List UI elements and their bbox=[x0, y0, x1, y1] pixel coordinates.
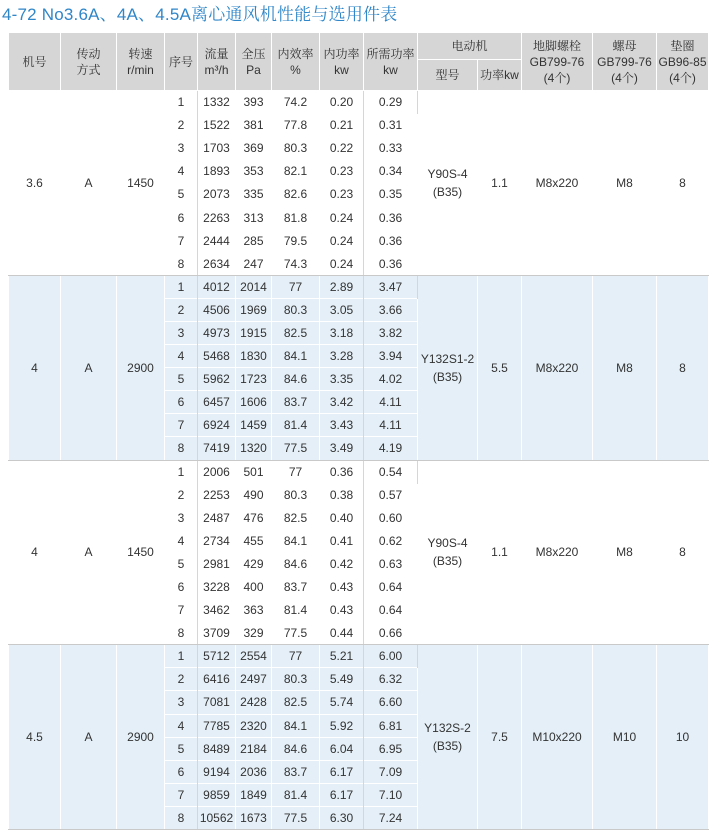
seq-cell: 3 bbox=[165, 691, 198, 714]
efficiency-cell: 84.1 bbox=[272, 345, 320, 368]
flow-cell: 7081 bbox=[198, 691, 236, 714]
header-washer-std: GB96-85 bbox=[658, 54, 707, 69]
fan-spec-table bbox=[8, 32, 709, 830]
inner-power-cell: 0.20 bbox=[320, 91, 364, 114]
inner-power-cell: 6.30 bbox=[320, 806, 364, 829]
seq-cell: 4 bbox=[165, 529, 198, 552]
motor-mount: (B35) bbox=[432, 369, 463, 384]
pressure-cell: 1915 bbox=[236, 321, 272, 344]
efficiency-cell: 84.6 bbox=[272, 368, 320, 391]
flow-cell: 4506 bbox=[198, 298, 236, 321]
flow-cell: 4973 bbox=[198, 321, 236, 344]
efficiency-cell: 77 bbox=[272, 460, 320, 483]
inner-power-cell: 0.38 bbox=[320, 483, 364, 506]
drive-cell: A bbox=[61, 91, 117, 276]
pressure-cell: 501 bbox=[236, 460, 272, 483]
nut-cell: M8 bbox=[593, 91, 657, 276]
fan-group bbox=[9, 275, 709, 460]
inner-power-cell: 0.41 bbox=[320, 529, 364, 552]
motor-model-cell bbox=[418, 275, 478, 460]
inner-power-cell: 2.89 bbox=[320, 275, 364, 298]
flow-cell: 7419 bbox=[198, 437, 236, 460]
header-drive-label: 传动方式 bbox=[76, 46, 101, 77]
pressure-cell: 400 bbox=[236, 575, 272, 598]
efficiency-cell: 82.5 bbox=[272, 691, 320, 714]
header-inner-power bbox=[320, 33, 364, 91]
header-efficiency-label: 内效率 bbox=[277, 46, 314, 61]
header-nut bbox=[593, 33, 657, 91]
required-power-cell: 0.36 bbox=[364, 206, 418, 229]
efficiency-cell: 77.5 bbox=[272, 437, 320, 460]
bolt-cell: M10x220 bbox=[522, 645, 593, 830]
required-power-cell: 4.02 bbox=[364, 368, 418, 391]
nut-cell: M8 bbox=[593, 460, 657, 645]
efficiency-cell: 77.5 bbox=[272, 806, 320, 829]
pressure-cell: 2184 bbox=[236, 737, 272, 760]
efficiency-cell: 83.7 bbox=[272, 575, 320, 598]
bolt-cell: M8x220 bbox=[522, 91, 593, 276]
header-nut-std: GB799-76 bbox=[597, 54, 652, 69]
efficiency-cell: 74.3 bbox=[272, 252, 320, 275]
inner-power-cell: 0.23 bbox=[320, 183, 364, 206]
flow-cell: 9859 bbox=[198, 783, 236, 806]
pressure-cell: 476 bbox=[236, 506, 272, 529]
pressure-cell: 1830 bbox=[236, 345, 272, 368]
required-power-cell: 0.36 bbox=[364, 252, 418, 275]
seq-cell: 6 bbox=[165, 206, 198, 229]
seq-cell: 2 bbox=[165, 668, 198, 691]
inner-power-cell: 3.28 bbox=[320, 345, 364, 368]
header-motor: 电动机 bbox=[418, 33, 522, 60]
flow-cell: 1332 bbox=[198, 91, 236, 114]
flow-cell: 4012 bbox=[198, 275, 236, 298]
efficiency-cell: 80.3 bbox=[272, 298, 320, 321]
motor-mount: (B35) bbox=[432, 554, 463, 569]
drive-cell: A bbox=[61, 460, 117, 645]
header-required-power bbox=[364, 33, 418, 91]
pressure-cell: 313 bbox=[236, 206, 272, 229]
motor-model: Y90S-4 bbox=[427, 536, 468, 551]
required-power-cell: 3.94 bbox=[364, 345, 418, 368]
pressure-cell: 329 bbox=[236, 622, 272, 645]
seq-cell: 5 bbox=[165, 552, 198, 575]
pressure-cell: 285 bbox=[236, 229, 272, 252]
efficiency-cell: 79.5 bbox=[272, 229, 320, 252]
header-drive bbox=[61, 33, 117, 91]
seq-cell: 6 bbox=[165, 760, 198, 783]
pressure-cell: 2320 bbox=[236, 714, 272, 737]
efficiency-cell: 83.7 bbox=[272, 760, 320, 783]
pressure-cell: 2428 bbox=[236, 691, 272, 714]
washer-cell: 8 bbox=[657, 460, 709, 645]
header-nut-label: 螺母 bbox=[612, 38, 637, 53]
flow-cell: 10562 bbox=[198, 806, 236, 829]
header-seq: 序号 bbox=[165, 33, 198, 91]
efficiency-cell: 82.5 bbox=[272, 321, 320, 344]
required-power-cell: 3.82 bbox=[364, 321, 418, 344]
nut-cell: M8 bbox=[593, 275, 657, 460]
required-power-cell: 4.19 bbox=[364, 437, 418, 460]
drive-cell: A bbox=[61, 275, 117, 460]
flow-cell: 3709 bbox=[198, 622, 236, 645]
seq-cell: 3 bbox=[165, 137, 198, 160]
bolt-cell: M8x220 bbox=[522, 275, 593, 460]
required-power-cell: 0.63 bbox=[364, 552, 418, 575]
inner-power-cell: 5.74 bbox=[320, 691, 364, 714]
seq-cell: 4 bbox=[165, 714, 198, 737]
inner-power-cell: 3.43 bbox=[320, 414, 364, 437]
flow-cell: 6416 bbox=[198, 668, 236, 691]
pressure-cell: 353 bbox=[236, 160, 272, 183]
motor-power-cell: 1.1 bbox=[478, 460, 522, 645]
inner-power-cell: 0.43 bbox=[320, 599, 364, 622]
efficiency-cell: 77.8 bbox=[272, 114, 320, 137]
header-pressure-unit: Pa bbox=[246, 62, 261, 77]
pressure-cell: 1320 bbox=[236, 437, 272, 460]
efficiency-cell: 81.4 bbox=[272, 414, 320, 437]
pressure-cell: 455 bbox=[236, 529, 272, 552]
inner-power-cell: 3.18 bbox=[320, 321, 364, 344]
motor-power-cell: 7.5 bbox=[478, 645, 522, 830]
seq-cell: 7 bbox=[165, 229, 198, 252]
fan-group bbox=[9, 460, 709, 645]
pressure-cell: 1673 bbox=[236, 806, 272, 829]
header-machine-no: 机号 bbox=[9, 33, 61, 91]
required-power-cell: 6.95 bbox=[364, 737, 418, 760]
seq-cell: 2 bbox=[165, 114, 198, 137]
header-flow-unit: m³/h bbox=[204, 62, 229, 77]
bolt-cell: M8x220 bbox=[522, 460, 593, 645]
pressure-cell: 1849 bbox=[236, 783, 272, 806]
motor-power-cell: 5.5 bbox=[478, 275, 522, 460]
inner-power-cell: 3.35 bbox=[320, 368, 364, 391]
required-power-cell: 0.34 bbox=[364, 160, 418, 183]
inner-power-cell: 3.42 bbox=[320, 391, 364, 414]
efficiency-cell: 84.6 bbox=[272, 552, 320, 575]
seq-cell: 1 bbox=[165, 460, 198, 483]
header-inner-power-label: 内功率 bbox=[323, 46, 360, 61]
motor-model-cell bbox=[418, 91, 478, 276]
motor-mount: (B35) bbox=[432, 184, 463, 199]
pressure-cell: 369 bbox=[236, 137, 272, 160]
flow-cell: 6924 bbox=[198, 414, 236, 437]
required-power-cell: 7.09 bbox=[364, 760, 418, 783]
efficiency-cell: 80.3 bbox=[272, 668, 320, 691]
efficiency-cell: 82.6 bbox=[272, 183, 320, 206]
efficiency-cell: 83.7 bbox=[272, 391, 320, 414]
efficiency-cell: 77 bbox=[272, 275, 320, 298]
seq-cell: 3 bbox=[165, 321, 198, 344]
header-speed-unit: r/min bbox=[127, 62, 154, 77]
washer-cell: 8 bbox=[657, 275, 709, 460]
seq-cell: 3 bbox=[165, 506, 198, 529]
required-power-cell: 6.60 bbox=[364, 691, 418, 714]
header-required-power-unit: kw bbox=[383, 62, 398, 77]
header-flow bbox=[198, 33, 236, 91]
motor-model-cell bbox=[418, 645, 478, 830]
efficiency-cell: 80.3 bbox=[272, 137, 320, 160]
seq-cell: 6 bbox=[165, 391, 198, 414]
flow-cell: 2006 bbox=[198, 460, 236, 483]
pressure-cell: 1969 bbox=[236, 298, 272, 321]
header-pressure bbox=[236, 33, 272, 91]
pressure-cell: 2036 bbox=[236, 760, 272, 783]
inner-power-cell: 5.21 bbox=[320, 645, 364, 668]
machine-no-cell: 3.6 bbox=[9, 91, 61, 276]
required-power-cell: 3.66 bbox=[364, 298, 418, 321]
motor-mount: (B35) bbox=[432, 739, 463, 754]
efficiency-cell: 80.3 bbox=[272, 483, 320, 506]
drive-cell: A bbox=[61, 645, 117, 830]
required-power-cell: 0.36 bbox=[364, 229, 418, 252]
fan-group bbox=[9, 91, 709, 276]
seq-cell: 8 bbox=[165, 806, 198, 829]
header-speed-label: 转速 bbox=[128, 46, 153, 61]
speed-cell: 1450 bbox=[117, 91, 165, 276]
required-power-cell: 4.11 bbox=[364, 414, 418, 437]
pressure-cell: 2554 bbox=[236, 645, 272, 668]
efficiency-cell: 81.4 bbox=[272, 599, 320, 622]
page-title: 4-72 No3.6A、4A、4.5A离心通风机性能与选用件表 bbox=[2, 5, 398, 24]
flow-cell: 5962 bbox=[198, 368, 236, 391]
fan-group bbox=[9, 645, 709, 830]
efficiency-cell: 77.5 bbox=[272, 622, 320, 645]
pressure-cell: 1606 bbox=[236, 391, 272, 414]
efficiency-cell: 82.5 bbox=[272, 506, 320, 529]
machine-no-cell: 4 bbox=[9, 460, 61, 645]
machine-no-cell: 4.5 bbox=[9, 645, 61, 830]
seq-cell: 4 bbox=[165, 160, 198, 183]
table-row bbox=[9, 460, 709, 483]
flow-cell: 2253 bbox=[198, 483, 236, 506]
header-speed bbox=[117, 33, 165, 91]
flow-cell: 2073 bbox=[198, 183, 236, 206]
pressure-cell: 490 bbox=[236, 483, 272, 506]
inner-power-cell: 0.21 bbox=[320, 114, 364, 137]
flow-cell: 9194 bbox=[198, 760, 236, 783]
efficiency-cell: 84.6 bbox=[272, 737, 320, 760]
efficiency-cell: 81.8 bbox=[272, 206, 320, 229]
required-power-cell: 7.10 bbox=[364, 783, 418, 806]
pressure-cell: 2497 bbox=[236, 668, 272, 691]
efficiency-cell: 77 bbox=[272, 645, 320, 668]
seq-cell: 1 bbox=[165, 91, 198, 114]
header-nut-qty: (4个) bbox=[611, 70, 638, 85]
inner-power-cell: 6.04 bbox=[320, 737, 364, 760]
seq-cell: 6 bbox=[165, 575, 198, 598]
required-power-cell: 4.11 bbox=[364, 391, 418, 414]
table-row bbox=[9, 91, 709, 114]
flow-cell: 6457 bbox=[198, 391, 236, 414]
pressure-cell: 363 bbox=[236, 599, 272, 622]
motor-model: Y132S1-2 bbox=[420, 351, 475, 366]
flow-cell: 1522 bbox=[198, 114, 236, 137]
header-bolt bbox=[522, 33, 593, 91]
inner-power-cell: 3.49 bbox=[320, 437, 364, 460]
speed-cell: 2900 bbox=[117, 275, 165, 460]
header-washer bbox=[657, 33, 709, 91]
seq-cell: 8 bbox=[165, 622, 198, 645]
required-power-cell: 0.31 bbox=[364, 114, 418, 137]
flow-cell: 2444 bbox=[198, 229, 236, 252]
pressure-cell: 247 bbox=[236, 252, 272, 275]
seq-cell: 5 bbox=[165, 368, 198, 391]
flow-cell: 7785 bbox=[198, 714, 236, 737]
required-power-cell: 3.47 bbox=[364, 275, 418, 298]
required-power-cell: 0.64 bbox=[364, 575, 418, 598]
flow-cell: 3462 bbox=[198, 599, 236, 622]
required-power-cell: 0.64 bbox=[364, 599, 418, 622]
table-row bbox=[9, 645, 709, 668]
efficiency-cell: 82.1 bbox=[272, 160, 320, 183]
flow-cell: 2981 bbox=[198, 552, 236, 575]
required-power-cell: 6.32 bbox=[364, 668, 418, 691]
efficiency-cell: 74.2 bbox=[272, 91, 320, 114]
seq-cell: 7 bbox=[165, 414, 198, 437]
header-flow-label: 流量 bbox=[204, 46, 229, 61]
header-motor-power: 功率kw bbox=[478, 60, 522, 91]
speed-cell: 1450 bbox=[117, 460, 165, 645]
header-motor-model: 型号 bbox=[418, 60, 478, 91]
inner-power-cell: 0.40 bbox=[320, 506, 364, 529]
header-bolt-std: GB799-76 bbox=[529, 54, 585, 69]
motor-model: Y90S-4 bbox=[427, 166, 468, 181]
pressure-cell: 335 bbox=[236, 183, 272, 206]
required-power-cell: 6.81 bbox=[364, 714, 418, 737]
seq-cell: 8 bbox=[165, 437, 198, 460]
header-inner-power-unit: kw bbox=[334, 62, 349, 77]
inner-power-cell: 3.05 bbox=[320, 298, 364, 321]
header-required-power-label: 所需功率 bbox=[366, 46, 415, 61]
required-power-cell: 6.00 bbox=[364, 645, 418, 668]
inner-power-cell: 0.36 bbox=[320, 460, 364, 483]
inner-power-cell: 6.17 bbox=[320, 760, 364, 783]
pressure-cell: 393 bbox=[236, 91, 272, 114]
header-efficiency bbox=[272, 33, 320, 91]
machine-no-cell: 4 bbox=[9, 275, 61, 460]
seq-cell: 2 bbox=[165, 298, 198, 321]
required-power-cell: 7.24 bbox=[364, 806, 418, 829]
header-washer-label: 垫圈 bbox=[670, 38, 695, 53]
seq-cell: 2 bbox=[165, 483, 198, 506]
required-power-cell: 0.29 bbox=[364, 91, 418, 114]
seq-cell: 4 bbox=[165, 345, 198, 368]
seq-cell: 7 bbox=[165, 599, 198, 622]
inner-power-cell: 6.17 bbox=[320, 783, 364, 806]
nut-cell: M10 bbox=[593, 645, 657, 830]
required-power-cell: 0.33 bbox=[364, 137, 418, 160]
flow-cell: 5712 bbox=[198, 645, 236, 668]
pressure-cell: 1459 bbox=[236, 414, 272, 437]
flow-cell: 1703 bbox=[198, 137, 236, 160]
inner-power-cell: 0.24 bbox=[320, 206, 364, 229]
flow-cell: 5468 bbox=[198, 345, 236, 368]
pressure-cell: 2014 bbox=[236, 275, 272, 298]
inner-power-cell: 0.43 bbox=[320, 575, 364, 598]
flow-cell: 1893 bbox=[198, 160, 236, 183]
header-bolt-qty: (4个) bbox=[543, 70, 571, 85]
inner-power-cell: 0.42 bbox=[320, 552, 364, 575]
seq-cell: 8 bbox=[165, 252, 198, 275]
efficiency-cell: 84.1 bbox=[272, 529, 320, 552]
required-power-cell: 0.62 bbox=[364, 529, 418, 552]
required-power-cell: 0.66 bbox=[364, 622, 418, 645]
inner-power-cell: 0.23 bbox=[320, 160, 364, 183]
table-row bbox=[9, 275, 709, 298]
flow-cell: 2487 bbox=[198, 506, 236, 529]
inner-power-cell: 0.24 bbox=[320, 229, 364, 252]
efficiency-cell: 81.4 bbox=[272, 783, 320, 806]
flow-cell: 2734 bbox=[198, 529, 236, 552]
pressure-cell: 381 bbox=[236, 114, 272, 137]
speed-cell: 2900 bbox=[117, 645, 165, 830]
pressure-cell: 1723 bbox=[236, 368, 272, 391]
required-power-cell: 0.60 bbox=[364, 506, 418, 529]
pressure-cell: 429 bbox=[236, 552, 272, 575]
motor-model: Y132S-2 bbox=[424, 721, 471, 736]
inner-power-cell: 0.44 bbox=[320, 622, 364, 645]
header-efficiency-unit: % bbox=[290, 62, 301, 77]
header-pressure-label: 全压 bbox=[241, 46, 266, 61]
header-bolt-label: 地脚螺栓 bbox=[533, 38, 582, 53]
motor-model-cell bbox=[418, 460, 478, 645]
required-power-cell: 0.54 bbox=[364, 460, 418, 483]
seq-cell: 5 bbox=[165, 737, 198, 760]
inner-power-cell: 0.22 bbox=[320, 137, 364, 160]
inner-power-cell: 5.49 bbox=[320, 668, 364, 691]
required-power-cell: 0.57 bbox=[364, 483, 418, 506]
flow-cell: 2263 bbox=[198, 206, 236, 229]
required-power-cell: 0.35 bbox=[364, 183, 418, 206]
header-washer-qty: (4个) bbox=[669, 70, 696, 85]
inner-power-cell: 5.92 bbox=[320, 714, 364, 737]
seq-cell: 1 bbox=[165, 645, 198, 668]
motor-power-cell: 1.1 bbox=[478, 91, 522, 276]
flow-cell: 2634 bbox=[198, 252, 236, 275]
efficiency-cell: 84.1 bbox=[272, 714, 320, 737]
seq-cell: 7 bbox=[165, 783, 198, 806]
seq-cell: 1 bbox=[165, 275, 198, 298]
flow-cell: 3228 bbox=[198, 575, 236, 598]
washer-cell: 10 bbox=[657, 645, 709, 830]
inner-power-cell: 0.24 bbox=[320, 252, 364, 275]
seq-cell: 5 bbox=[165, 183, 198, 206]
flow-cell: 8489 bbox=[198, 737, 236, 760]
washer-cell: 8 bbox=[657, 91, 709, 276]
